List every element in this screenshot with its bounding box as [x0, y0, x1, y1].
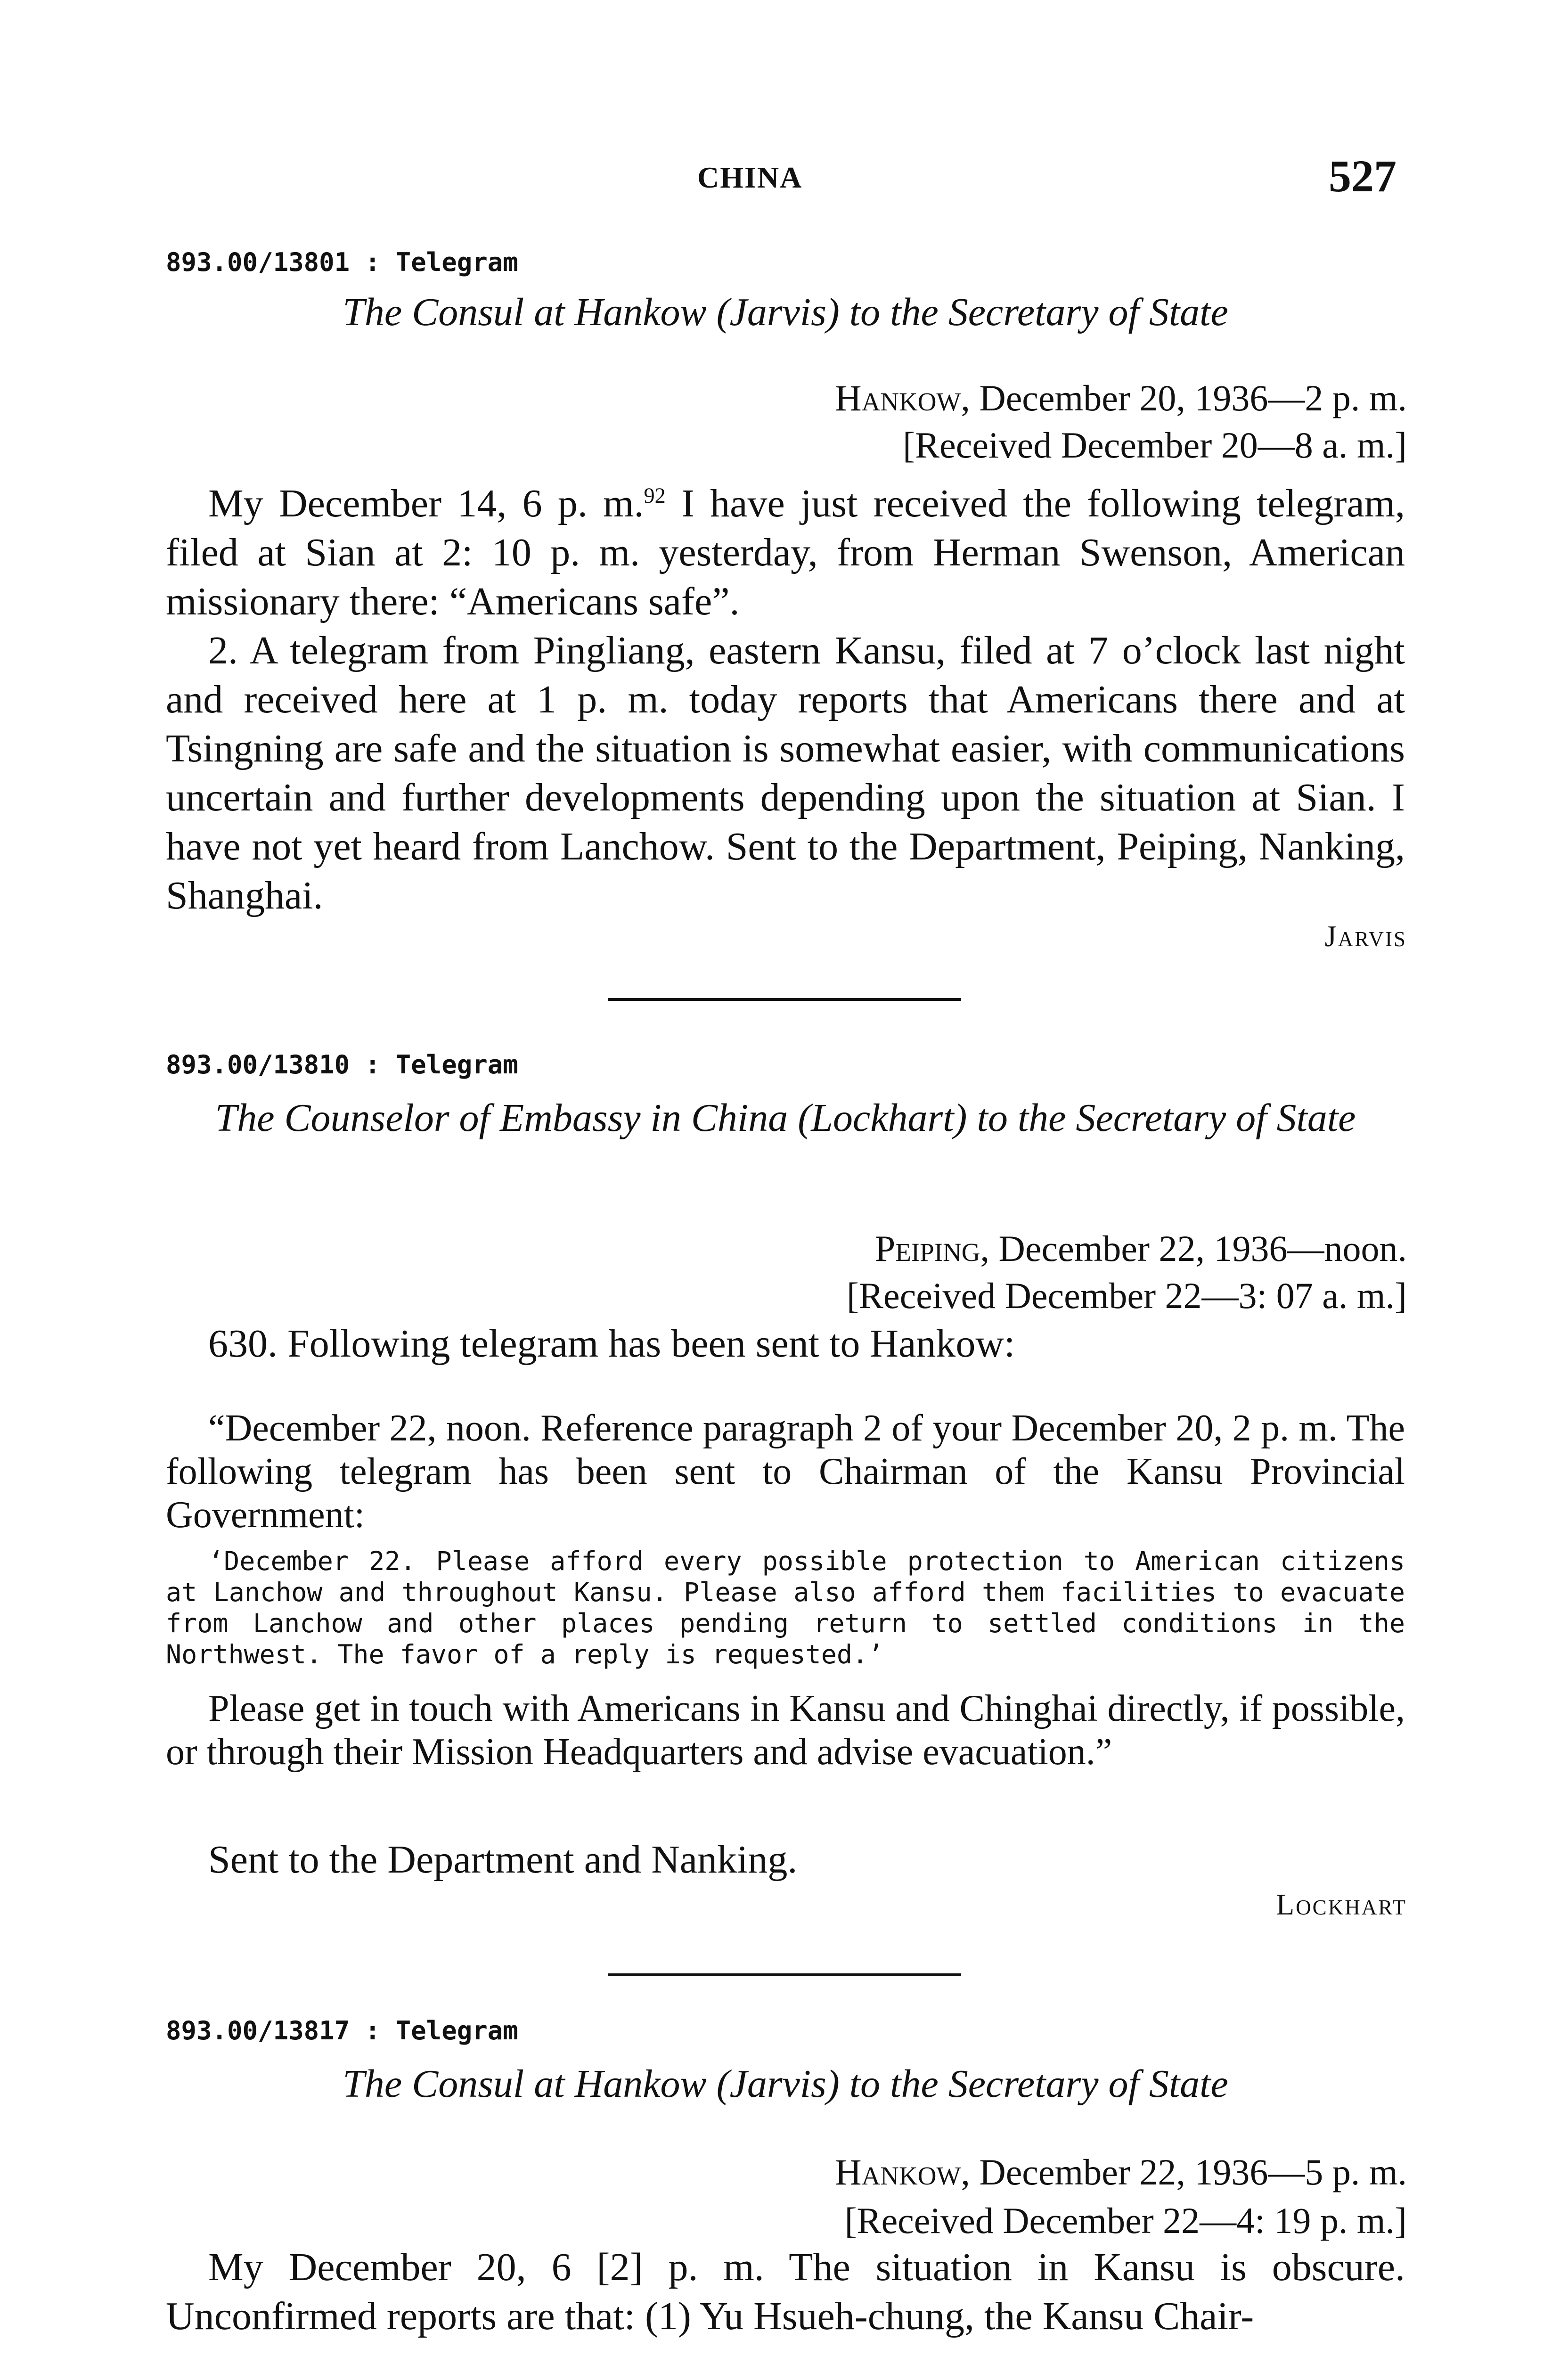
doc2-inner-quote-text: ‘December 22. Please afford every possible protection to American citizens at Lanchow and throughout Kansu. Please also afford them facilities to evacuate from Lanchow and other places pending return to settled conditions in the Northwest. The favor of a reply is requested.’: [166, 1546, 1405, 1669]
doc3-body: [166, 2243, 1405, 2341]
page-number: 527: [1329, 151, 1396, 201]
doc2-quote-1-text: “December 22, noon. Reference paragraph 2 of your December 20, 2 p. m. The following telegram has been sent to Chairman of the Kansu Provincial Government:: [166, 1407, 1405, 1536]
doc1-body: [166, 471, 1405, 920]
section-divider: [608, 998, 961, 1001]
doc2-closing: [166, 1835, 1405, 1884]
doc3-file-number: 893.00/13817 : Telegram: [166, 2016, 518, 2045]
doc3-date: , December 22, 1936—5 p. m.: [961, 2151, 1407, 2192]
doc2-inner-quote: [166, 1546, 1405, 1670]
doc1-received: [Received December 20—8 a. m.]: [903, 425, 1407, 466]
doc1-place: Hankow: [835, 377, 961, 418]
doc2-paragraph-2: Sent to the Department and Nanking.: [208, 1838, 798, 1882]
running-head-title: CHINA: [697, 161, 803, 194]
doc2-quote-2: [166, 1687, 1405, 1774]
doc3-heading: The Consul at Hankow (Jarvis) to the Secretary of State: [343, 2062, 1228, 2106]
footnote-reference: 92: [644, 483, 666, 507]
doc1-dateline: [835, 377, 1407, 419]
doc2-file-number: 893.00/13810 : Telegram: [166, 1050, 518, 1080]
doc1-heading: The Consul at Hankow (Jarvis) to the Secretary of State: [343, 290, 1228, 334]
doc2-dateline: [875, 1227, 1407, 1270]
doc2-paragraph-1: 630. Following telegram has been sent to Hankow:: [208, 1322, 1015, 1366]
doc3-dateline: [835, 2151, 1407, 2193]
doc1-para1-lead: My December 14, 6 p. m.: [208, 482, 644, 525]
doc2-received: [Received December 22—3: 07 a. m.]: [846, 1275, 1407, 1316]
doc3-paragraph-1: My December 20, 6 [2] p. m. The situation in Kansu is obscure. Unconfirmed reports are that: (1) Yu Hsueh-chung, the Kansu Chair-: [166, 2245, 1405, 2338]
doc3-received: [Received December 22—4: 19 p. m.]: [844, 2200, 1407, 2241]
doc1-para1-rest: I have just received the following telegram, filed at Sian at 2: 10 p. m. yesterday, from Herman Swenson, American missionary there: “Americans safe”.: [166, 482, 1405, 623]
doc2-place: Peiping: [874, 1228, 980, 1269]
doc1-file-number: 893.00/13801 : Telegram: [166, 247, 518, 277]
doc3-place: Hankow: [835, 2151, 961, 2192]
doc1-paragraph-2: 2. A telegram from Pingliang, eastern Kansu, filed at 7 o’clock last night and received here at 1 p. m. today reports that Americans there and at Tsingning are safe and the situation is somewhat easier, with communications uncertain and further developments depending upon the situation at Sian. I have not yet heard from Lanchow. Sent to the Department, Peiping, Nanking, Shanghai.: [166, 629, 1405, 917]
doc2-heading: The Counselor of Embassy in China (Lockhart) to the Secretary of State: [215, 1096, 1356, 1140]
doc2-signature: Lockhart: [1276, 1888, 1407, 1921]
doc2-quote-2-text: Please get in touch with Americans in Kansu and Chinghai directly, if possible, or through their Mission Headquarters and advise evacuation.”: [166, 1688, 1405, 1773]
doc1-paragraph-1: [166, 471, 1405, 626]
doc1-date: , December 20, 1936—2 p. m.: [961, 377, 1407, 418]
doc2-quote-1: [166, 1407, 1405, 1537]
doc1-signature: Jarvis: [1324, 919, 1407, 953]
section-divider: [608, 1973, 961, 1976]
doc2-body: [166, 1319, 1405, 1368]
doc2-date: , December 22, 1936—noon.: [980, 1228, 1407, 1269]
